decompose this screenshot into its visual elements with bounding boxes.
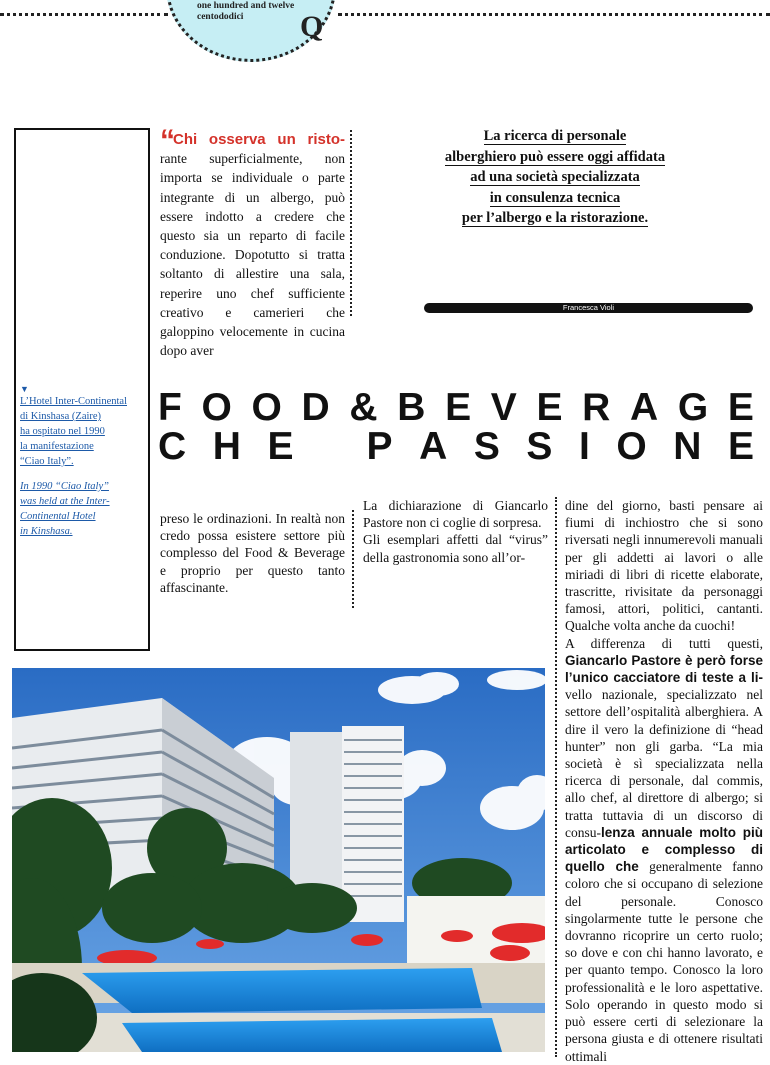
- page-number-text: [197, 1, 294, 23]
- body-paragraph: [565, 635, 763, 1065]
- headline-letter: I: [578, 425, 590, 468]
- intro-lead: [160, 124, 345, 157]
- body-column-3: [565, 497, 763, 1065]
- caption-line: Continental Hotel: [20, 511, 96, 522]
- hotel-pool-photo: [12, 668, 545, 1052]
- photo-illustration: [12, 668, 545, 1052]
- headline-letter: E: [445, 386, 472, 429]
- author-byline: Francesca Violi: [424, 303, 753, 313]
- caption-line: was held at the Inter-: [20, 496, 110, 507]
- body-text: A differenza di tutti questi,: [565, 635, 763, 651]
- standfirst: [420, 126, 690, 229]
- photo-caption: [20, 384, 145, 539]
- body-column-1: preso le ordinazioni. In realtà non credo possa esistere settore più complesso del Food & Beverage e proprio per questo tanto affascinante.: [160, 511, 345, 595]
- standfirst-line: La ricerca di personale: [483, 128, 627, 144]
- headline-letter: C: [158, 425, 187, 468]
- standfirst-line: in consulenza tecnica: [489, 189, 621, 206]
- swimming-pool: [82, 968, 482, 1013]
- body-text: vello nazionale, specializzato nel settore dell’ospitalità alberghiera. A dire il vero la definizione di “head hunter” non gli garba. “La mia società è sì specializzata nella ricerca di personale, dal commis, allo chef, al direttore di albergo; si tratta tuttavia di un discorso di consu-: [565, 687, 763, 840]
- headline-letter: O: [201, 386, 232, 429]
- headline-letter: A: [629, 386, 659, 429]
- column-divider: [555, 497, 557, 1057]
- headline-letter: P: [366, 425, 393, 468]
- caption-line: in Kinshasa.: [20, 526, 73, 537]
- opening-quote-mark: “: [160, 124, 173, 157]
- caption-italian: [20, 394, 145, 469]
- body-paragraph: dine del giorno, basti pensare ai fiumi di inchiostro che si sono riversati negli innumerevoli manuali per gli addetti ai lavori o alle miriadi di libri di ricette elaborate, trascritte, rivisitate da personaggi famosi, attori, politici, cantanti. Qualche volta anche da cuochi!: [565, 498, 763, 634]
- headline-letter: D: [301, 386, 330, 429]
- caption-arrow-icon: ▼: [20, 384, 29, 394]
- headline-letter: &: [349, 386, 378, 429]
- body-text: generalmente fanno coloro che si occupano di selezione del personale. Conosco singolarmente tutte le persone che dovranno ricoprire un certo ruolo; so dove e con chi hanno lavorato, e per quanto tempo. Conosco la loro professionalità e le loro aspettative. Solo operando in questo modo si può essere certi di selezionare la persona giusta e di ottenere risultati ottimali: [565, 859, 764, 1064]
- headline-line-2: [158, 425, 754, 469]
- caption-line: la manifestazione: [20, 441, 94, 452]
- pull-phrase: Giancarlo Pastore è però forse l’unico cacciatore di teste a li-: [565, 652, 763, 686]
- headline-letter: V: [490, 386, 517, 429]
- headline-letter: O: [251, 386, 282, 429]
- headline-letter: B: [397, 386, 426, 429]
- headline-letter: H: [212, 425, 241, 468]
- headline-letter: G: [677, 386, 709, 429]
- headline-letter: O: [616, 425, 647, 468]
- page-number-english: one hundred and twelve: [197, 1, 295, 11]
- section-letter: Q: [300, 10, 324, 43]
- caption-line: di Kinshasa (Zaire): [20, 411, 102, 422]
- column-divider: [352, 510, 354, 608]
- header-dotted-rule-right: [338, 13, 770, 16]
- intro-paragraph: [160, 124, 345, 360]
- standfirst-line: alberghiero può essere oggi affidata: [444, 148, 666, 165]
- caption-line: In 1990 “Ciao Italy”: [20, 481, 109, 492]
- standfirst-line: ad una società specializzata: [470, 169, 640, 185]
- headline-letter: S: [473, 425, 500, 468]
- caption-line: “Ciao Italy”.: [20, 456, 74, 467]
- headline-letter: E: [536, 386, 563, 429]
- headline-letter: E: [727, 386, 754, 429]
- standfirst-line: per l’albergo e la ristorazione.: [461, 210, 649, 226]
- headline-letter: E: [267, 425, 294, 468]
- headline-letter: F: [158, 386, 182, 429]
- headline-letter: R: [582, 386, 611, 429]
- headline-line-1: [158, 386, 754, 430]
- headline-letter: E: [727, 425, 754, 468]
- caption-line: L’Hotel Inter-Continental: [20, 396, 127, 407]
- caption-line: ha ospitato nel 1990: [20, 426, 105, 437]
- intro-text: rante superficialmente, non importa se individuale o parte integrante di un albergo, può essere indotto a credere che questo sia un reparto di facile conduzione. Dopotutto si tratta soltanto di allestire una sala, reperire uno chef sufficiente creativo e camerieri che galoppino velocemente in cucina dopo aver: [160, 151, 345, 359]
- body-paragraph: Gli esemplari affetti dal “virus” della gastronomia sono all’or-: [363, 532, 548, 565]
- column-divider: [350, 130, 352, 316]
- swimming-pool-lower: [122, 1018, 502, 1052]
- intro-lead-text: Chi osserva un risto-: [173, 131, 345, 148]
- caption-english: [20, 479, 145, 539]
- headline-letter: A: [419, 425, 448, 468]
- headline-spacer: [320, 425, 340, 469]
- pull-phrase: lenza annuale molto più articolato e complesso di quello che: [565, 824, 763, 875]
- body-paragraph: La dichiarazione di Giancarlo Pastore non ci coglie di sorpresa.: [363, 498, 548, 531]
- body-column-2: [363, 497, 548, 566]
- header-dotted-rule-left: [0, 13, 168, 16]
- headline-letter: N: [673, 425, 702, 468]
- headline-letter: S: [526, 425, 553, 468]
- page-number-italian: centododici: [197, 12, 244, 22]
